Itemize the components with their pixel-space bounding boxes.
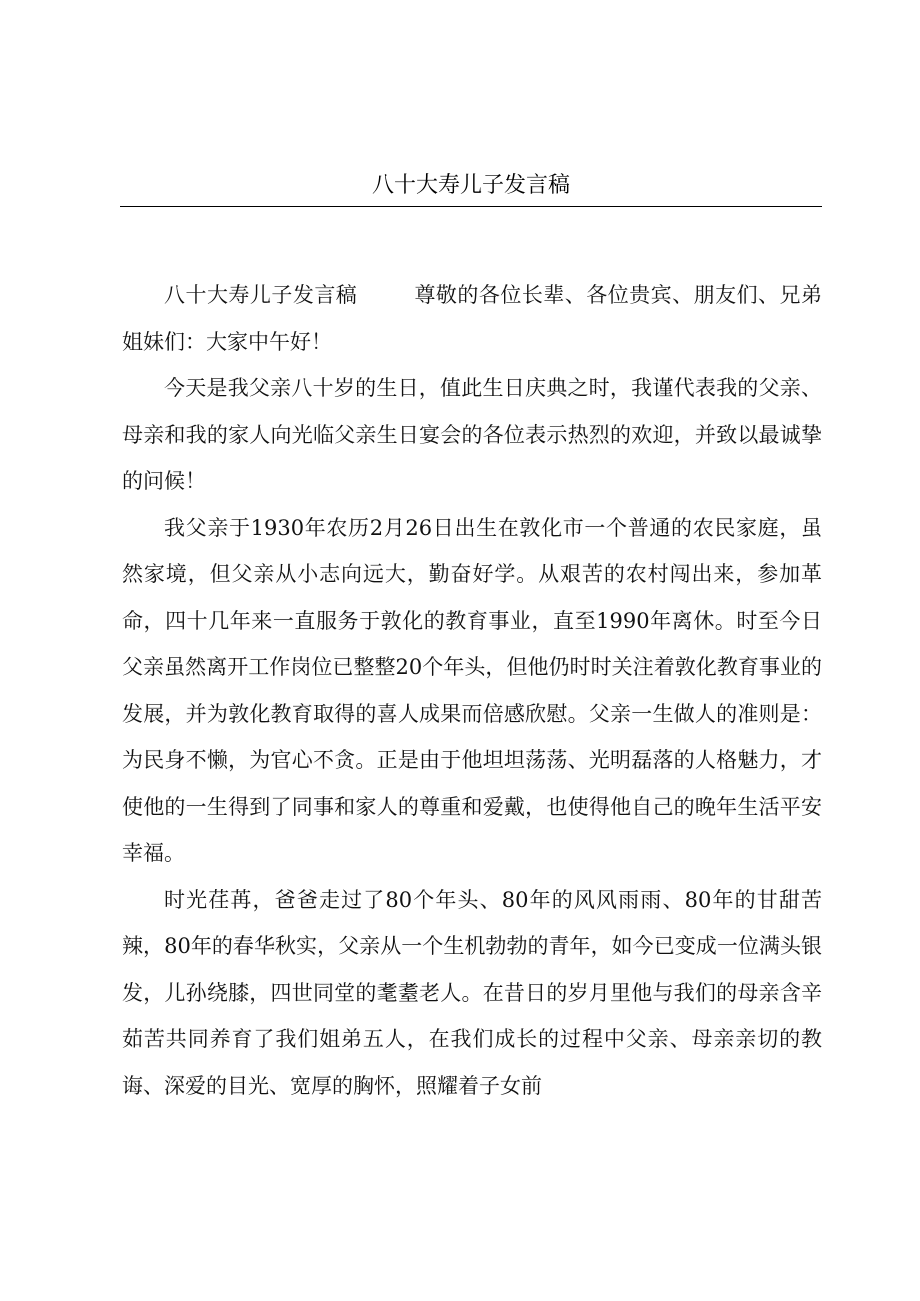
paragraph-welcome: 今天是我父亲八十岁的生日，值此生日庆典之时，我谨代表我的父亲、母亲和我的家人向光临父亲生日宴会的各位表示热烈的欢迎，并致以最诚挚的问候！: [122, 376, 822, 493]
document-title: 八十大寿儿子发言稿: [371, 173, 570, 198]
title-underline: [120, 206, 822, 207]
document-body: [122, 272, 822, 1109]
paragraph-greeting: 八十大寿儿子发言稿 尊敬的各位长辈、各位贵宾、朋友们、兄弟姐妹们：大家中午好！: [122, 283, 822, 354]
paragraph-reflection: 时光荏苒，爸爸走过了80个年头、80年的风风雨雨、80年的甘甜苦辣，80年的春华秋实，父亲从一个生机勃勃的青年，如今已变成一位满头银发，儿孙绕膝，四世同堂的耄耋老人。在昔日的岁月里他与我们的母亲含辛茹苦共同养育了我们姐弟五人，在我们成长的过程中父亲、母亲亲切的教诲、深爱的目光、宽厚的胸怀，照耀着子女前: [122, 887, 822, 1098]
paragraph-biography: 我父亲于1930年农历2月26日出生在敦化市一个普通的农民家庭，虽然家境，但父亲从小志向远大，勤奋好学。从艰苦的农村闯出来，参加革命，四十几年来一直服务于敦化的教育事业，直至1990年离休。时至今日父亲虽然离开工作岗位已整整20个年头，但他仍时时关注着敦化教育事业的发展，并为敦化教育取得的喜人成果而倍感欣慰。父亲一生做人的准则是：为民身不懒，为官心不贪。正是由于他坦坦荡荡、光明磊落的人格魅力，才使他的一生得到了同事和家人的尊重和爱戴，也使得他自己的晚年生活平安幸福。: [122, 515, 822, 865]
